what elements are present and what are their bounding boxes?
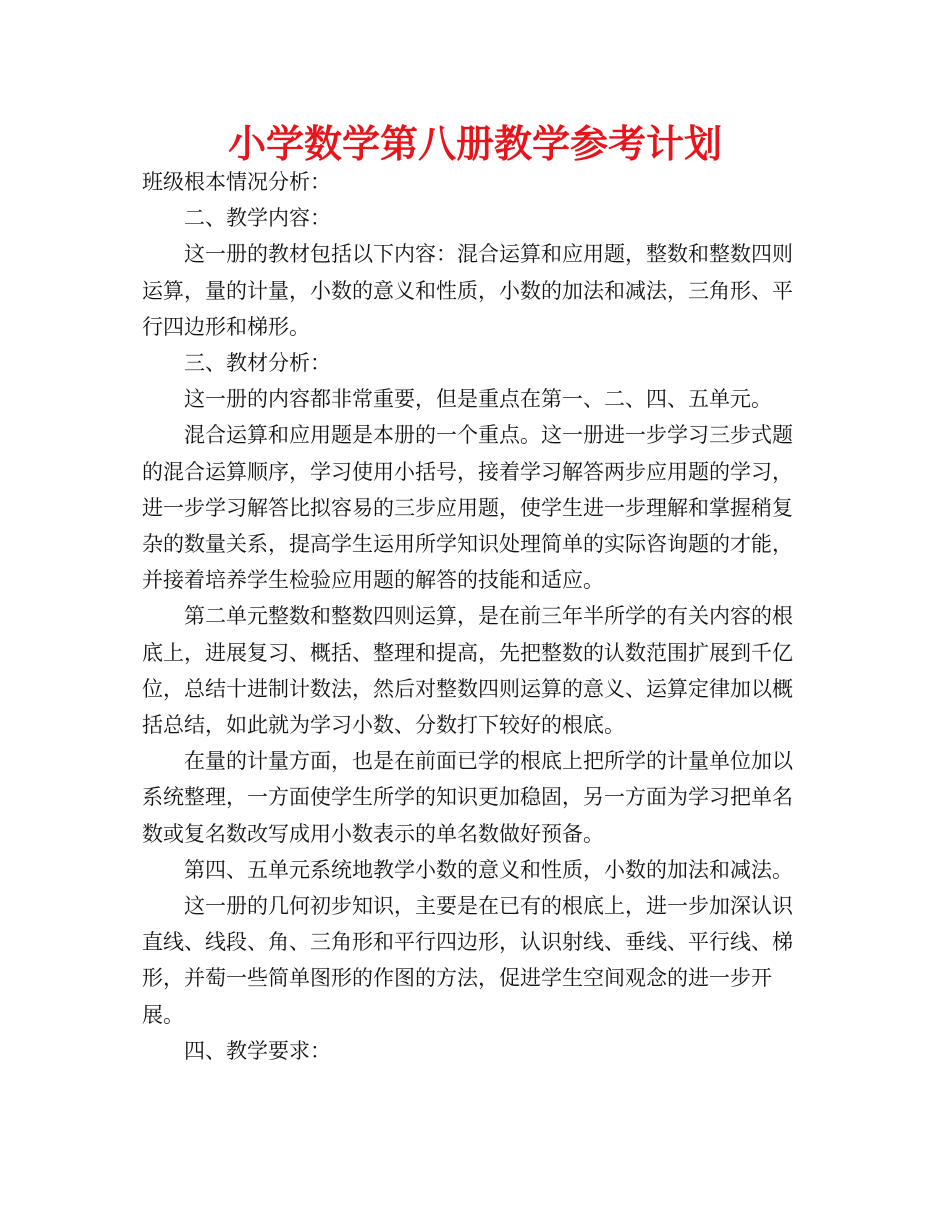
paragraph-geometry: 这一册的几何初步知识，主要是在已有的根底上，进一步加深认识直线、线段、角、三角形和平行四边形，认识射线、垂线、平行线、梯形，并萄一些简单图形的作图的方法，促进学生空间观念的进一步开展。 — [142, 894, 793, 1027]
paragraph-measurement: 在量的计量方面，也是在前面已学的根底上把所学的计量单位加以系统整理，一方面使学生所学的知识更加稳固，另一方面为学习把单名数或复名数改写成用小数表示的单名数做好预备。 — [142, 749, 793, 846]
document-body — [142, 164, 812, 1069]
heading-teaching-content: 二、教学内容： — [184, 206, 331, 231]
heading-teaching-requirements: 四、教学要求： — [184, 1038, 331, 1063]
paragraph-key-units: 这一册的内容都非常重要，但是重点在第一、二、四、五单元。 — [184, 387, 772, 412]
paragraph-units-four-five: 第四、五单元系统地教学小数的意义和性质，小数的加法和减法。 — [184, 857, 793, 882]
paragraph-content-list: 这一册的教材包括以下内容：混合运算和应用题，整数和整数四则运算，量的计量，小数的意义和性质，小数的加法和减法，三角形、平行四边形和梯形。 — [142, 242, 793, 339]
paragraph-class-analysis: 班级根本情况分析： — [142, 170, 331, 194]
paragraph-unit-two: 第二单元整数和整数四则运算，是在前三年半所学的有关内容的根底上，进展复习、概括、整理和提高，先把整数的认数范围扩展到千亿位，总结十进制计数法，然后对整数四则运算的意义、运算定律加以概括总结，如此就为学习小数、分数打下较好的根底。 — [142, 604, 793, 738]
document-title: 小学数学第八册教学参考计划 — [227, 121, 722, 166]
paragraph-mixed-operations: 混合运算和应用题是本册的一个重点。这一册进一步学习三步式题的混合运算顺序，学习使用小括号，接着学习解答两步应用题的学习，进一步学习解答比拟容易的三步应用题，使学生进一步理解和掌握稍复杂的数量关系，提高学生运用所学知识处理简单的实际咨询题的才能，并接着培养学生检验应用题的解答的技能和适应。 — [142, 423, 793, 593]
heading-material-analysis: 三、教材分析： — [184, 351, 331, 376]
